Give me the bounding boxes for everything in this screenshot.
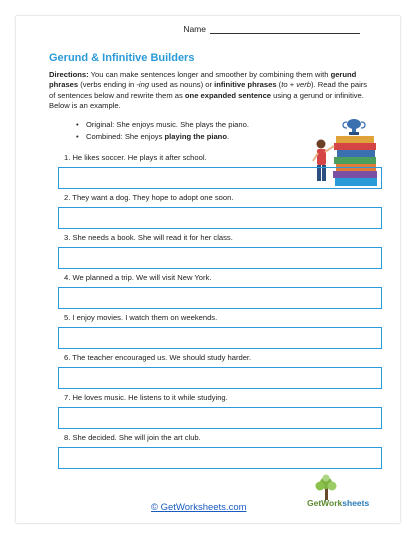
example-list — [76, 119, 249, 142]
directions-label: Directions: — [49, 70, 89, 79]
directions-part: ). Read the pairs of sentences below and rewrite them as — [49, 80, 368, 100]
answer-box[interactable] — [58, 287, 382, 309]
question-4 — [58, 272, 382, 309]
name-label: Name — [183, 24, 206, 34]
infinitive-phrases-term: infinitive phrases — [214, 80, 277, 90]
question-5 — [58, 312, 382, 349]
directions-text — [49, 70, 369, 111]
question-8 — [58, 432, 382, 469]
combined-prefix: Combined: She enjoys — [86, 132, 165, 141]
question-text: 3. She needs a book. She will read it for her class. — [64, 233, 233, 242]
question-text: 2. They want a dog. They hope to adopt one soon. — [64, 193, 234, 202]
directions-part: used as nouns) or — [149, 80, 215, 90]
combined-bold: playing the piano — [164, 132, 227, 141]
ing-term: -ing — [136, 80, 150, 90]
answer-box[interactable] — [58, 367, 382, 389]
to-verb-term: to + verb — [281, 80, 311, 90]
getworksheets-logo-text — [307, 498, 369, 508]
answer-box[interactable] — [58, 447, 382, 469]
question-text: 7. He loves music. He listens to it while studying. — [64, 393, 228, 402]
combined-suffix: . — [226, 132, 230, 141]
gerund-phrases-term: gerund phrases — [49, 70, 357, 90]
directions-part: ( — [276, 80, 282, 90]
answer-box[interactable] — [58, 167, 382, 189]
tree-logo-icon — [300, 474, 390, 518]
answer-box[interactable] — [58, 247, 382, 269]
name-field[interactable] — [210, 25, 360, 34]
question-2 — [58, 192, 382, 229]
question-text: 8. She decided. She will join the art club. — [64, 433, 201, 442]
question-text: 4. We planned a trip. We will visit New York. — [64, 273, 212, 282]
directions-part: using a gerund or infinitive. Below is an example. — [49, 90, 364, 110]
example-original: • Original: She enjoys music. She plays the piano. — [76, 119, 249, 130]
worksheet-page — [16, 16, 400, 523]
question-text: 6. The teacher encouraged us. We should study harder. — [64, 353, 252, 362]
directions-part: You can make sentences longer and smoother by combining them with — [88, 70, 331, 79]
one-expanded-term: one expanded sentence — [184, 90, 272, 100]
example-combined — [76, 131, 249, 142]
page-title: Gerund & Infinitive Builders — [49, 52, 195, 64]
answer-box[interactable] — [58, 407, 382, 429]
question-3 — [58, 232, 382, 269]
question-1 — [58, 152, 382, 189]
getworksheets-link[interactable]: © GetWorksheets.com — [151, 502, 247, 513]
question-text: 5. I enjoy movies. I watch them on weekends. — [64, 313, 218, 322]
directions-part: (verbs ending in — [78, 80, 137, 90]
name-row — [183, 24, 360, 34]
answer-box[interactable] — [58, 207, 382, 229]
question-text: 1. He likes soccer. He plays it after school. — [64, 153, 207, 162]
question-7 — [58, 392, 382, 429]
logo-text-part: GetWork — [307, 498, 343, 508]
logo-text-part: sheets — [342, 498, 370, 508]
answer-box[interactable] — [58, 327, 382, 349]
question-6 — [58, 352, 382, 389]
